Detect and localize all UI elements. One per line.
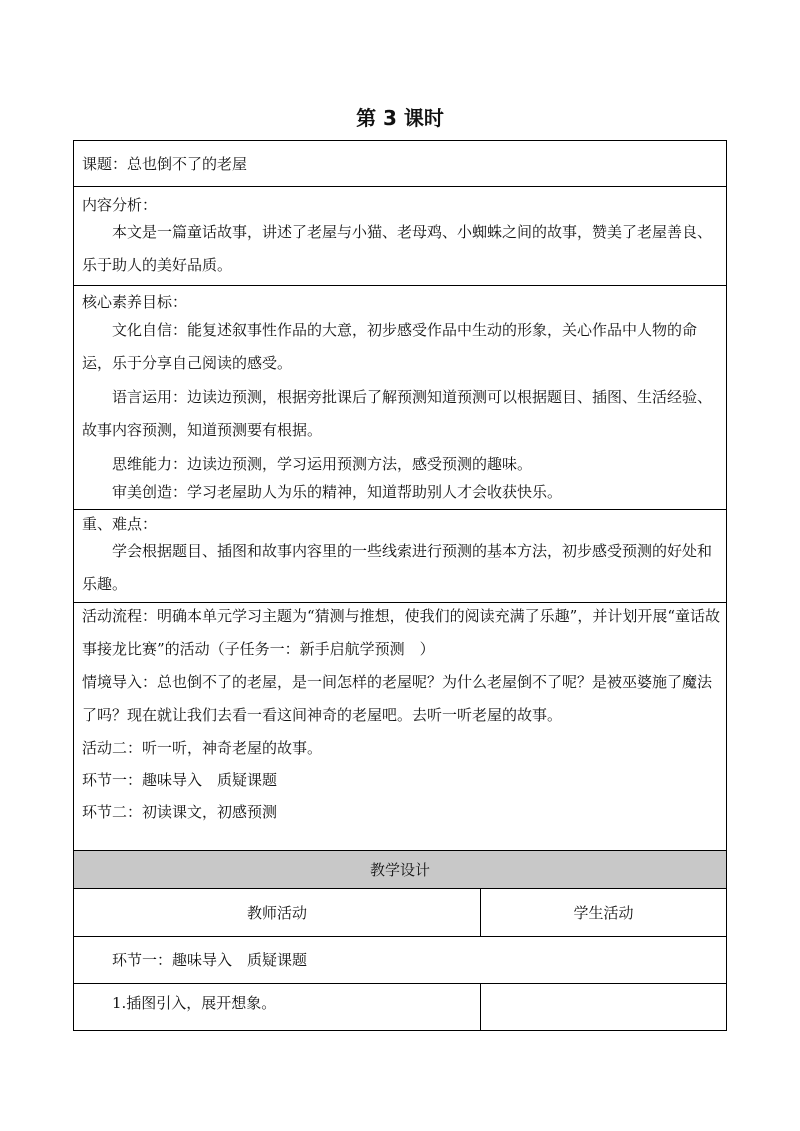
activity-row <box>74 602 726 850</box>
key-points-text: 学会根据题目、插图和故事内容里的一些线索进行预测的基本方法，初步感受预测的好处和乐趣。 <box>82 542 713 593</box>
topic-text: 课题：总也倒不了的老屋 <box>82 155 248 173</box>
activity-flow-text: 活动流程：明确本单元学习主题为“猜测与推想，使我们的阅读充满了乐趣”，并计划开展“童话故事接龙比赛”的活动（子任务一：新手启航学预测 ） <box>82 607 721 658</box>
core-goals-label: 核心素养目标： <box>82 293 188 311</box>
content-analysis-label: 内容分析： <box>82 196 158 214</box>
page-title: 第 3 课时 <box>356 106 444 130</box>
intro-text: 情境导入：总也倒不了的老屋，是一间怎样的老屋呢？为什么老屋倒不了呢？是被巫婆施了魔法了吗？现在就让我们去看一看这间神奇的老屋吧。去听一听老屋的故事。 <box>82 673 713 724</box>
topic-row <box>74 141 726 187</box>
student-activity-header: 学生活动 <box>573 904 634 922</box>
section-row <box>73 937 727 984</box>
table-row <box>73 984 727 1031</box>
teacher-activity-header: 教师活动 <box>246 904 307 922</box>
column-divider <box>480 984 481 1030</box>
column-header-row <box>73 889 727 937</box>
teaching-design-header <box>73 851 727 889</box>
teacher-activity-cell: 1.插图引入，展开想象。 <box>112 994 277 1012</box>
core-goal-item: 思维能力：边读边预测，学习运用预测方法，感受预测的趣味。 <box>112 455 533 473</box>
content-analysis-row <box>74 186 726 286</box>
section-title: 环节一：趣味导入 质疑课题 <box>112 951 308 969</box>
core-goals-row <box>74 285 726 510</box>
step1-text: 环节一：趣味导入 质疑课题 <box>82 771 278 789</box>
content-analysis-text: 本文是一篇童话故事，讲述了老屋与小猫、老母鸡、小蜘蛛之间的故事，赞美了老屋善良、乐于助人的美好品质。 <box>82 223 713 274</box>
core-goal-item: 审美创造：学习老屋助人为乐的精神，知道帮助别人才会收获快乐。 <box>112 483 563 501</box>
key-points-label: 重、难点： <box>82 515 158 533</box>
core-goal-item: 语言运用：边读边预测，根据旁批课后了解预测知道预测可以根据题目、插图、生活经验、故事内容预测，知道预测要有根据。 <box>82 388 713 439</box>
step2-text: 环节二：初读课文，初感预测 <box>82 803 278 821</box>
lesson-info-table <box>73 140 727 851</box>
activity2-text: 活动二：听一听，神奇老屋的故事。 <box>82 739 323 757</box>
teaching-design-title: 教学设计 <box>369 861 430 879</box>
key-points-row <box>74 509 726 603</box>
core-goal-item: 文化自信：能复述叙事性作品的大意，初步感受作品中生动的形象，关心作品中人物的命运，乐于分享自己阅读的感受。 <box>82 321 698 372</box>
